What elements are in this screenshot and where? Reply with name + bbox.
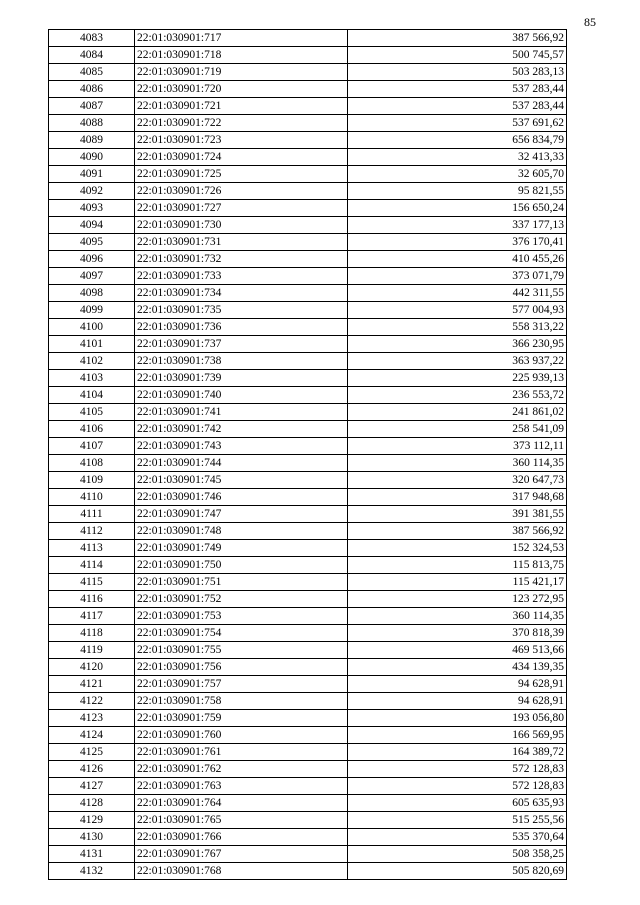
table-row [49, 761, 567, 778]
cadastral-value-cell: 32 605,70 [348, 166, 567, 183]
row-number-cell: 4113 [49, 540, 135, 557]
cadastral-value-cell: 95 821,55 [348, 183, 567, 200]
cadastral-number-cell: 22:01:030901:719 [135, 64, 348, 81]
cadastral-value-cell: 505 820,69 [348, 863, 567, 880]
table-row [49, 489, 567, 506]
table-row [49, 319, 567, 336]
table-row [49, 234, 567, 251]
cadastral-number-cell: 22:01:030901:724 [135, 149, 348, 166]
table-row [49, 795, 567, 812]
cadastral-value-cell: 123 272,95 [348, 591, 567, 608]
table-row [49, 523, 567, 540]
cadastral-number-cell: 22:01:030901:718 [135, 47, 348, 64]
cadastral-value-cell: 236 553,72 [348, 387, 567, 404]
cadastral-number-cell: 22:01:030901:723 [135, 132, 348, 149]
table-row [49, 846, 567, 863]
row-number-cell: 4125 [49, 744, 135, 761]
cadastral-number-cell: 22:01:030901:752 [135, 591, 348, 608]
row-number-cell: 4110 [49, 489, 135, 506]
table-row [49, 404, 567, 421]
table-row [49, 336, 567, 353]
table-row [49, 98, 567, 115]
row-number-cell: 4107 [49, 438, 135, 455]
cadastral-number-cell: 22:01:030901:762 [135, 761, 348, 778]
page-number: 85 [584, 15, 596, 29]
table-row [49, 727, 567, 744]
cadastral-value-cell: 537 283,44 [348, 98, 567, 115]
table-row [49, 506, 567, 523]
cadastral-number-cell: 22:01:030901:731 [135, 234, 348, 251]
table-row [49, 863, 567, 880]
table-row [49, 625, 567, 642]
table-row [49, 455, 567, 472]
cadastral-number-cell: 22:01:030901:743 [135, 438, 348, 455]
row-number-cell: 4132 [49, 863, 135, 880]
row-number-cell: 4118 [49, 625, 135, 642]
table-row [49, 778, 567, 795]
cadastral-number-cell: 22:01:030901:734 [135, 285, 348, 302]
row-number-cell: 4129 [49, 812, 135, 829]
row-number-cell: 4120 [49, 659, 135, 676]
row-number-cell: 4101 [49, 336, 135, 353]
row-number-cell: 4117 [49, 608, 135, 625]
table-row [49, 285, 567, 302]
cadastral-value-cell: 558 313,22 [348, 319, 567, 336]
cadastral-value-cell: 656 834,79 [348, 132, 567, 149]
row-number-cell: 4083 [49, 30, 135, 47]
row-number-cell: 4103 [49, 370, 135, 387]
row-number-cell: 4115 [49, 574, 135, 591]
cadastral-number-cell: 22:01:030901:735 [135, 302, 348, 319]
cadastral-number-cell: 22:01:030901:732 [135, 251, 348, 268]
cadastral-value-cell: 373 112,11 [348, 438, 567, 455]
row-number-cell: 4085 [49, 64, 135, 81]
table-row [49, 676, 567, 693]
cadastral-value-cell: 537 283,44 [348, 81, 567, 98]
row-number-cell: 4102 [49, 353, 135, 370]
table-row [49, 438, 567, 455]
cadastral-number-cell: 22:01:030901:759 [135, 710, 348, 727]
table-row [49, 268, 567, 285]
table-row [49, 693, 567, 710]
cadastral-value-cell: 94 628,91 [348, 693, 567, 710]
cadastral-value-cell: 387 566,92 [348, 523, 567, 540]
table-row [49, 302, 567, 319]
cadastral-value-cell: 577 004,93 [348, 302, 567, 319]
row-number-cell: 4098 [49, 285, 135, 302]
cadastral-value-cell: 317 948,68 [348, 489, 567, 506]
cadastral-value-cell: 508 358,25 [348, 846, 567, 863]
cadastral-number-cell: 22:01:030901:758 [135, 693, 348, 710]
row-number-cell: 4116 [49, 591, 135, 608]
cadastral-number-cell: 22:01:030901:757 [135, 676, 348, 693]
cadastral-number-cell: 22:01:030901:721 [135, 98, 348, 115]
cadastral-value-cell: 320 647,73 [348, 472, 567, 489]
cadastral-number-cell: 22:01:030901:733 [135, 268, 348, 285]
cadastral-value-cell: 572 128,83 [348, 761, 567, 778]
row-number-cell: 4099 [49, 302, 135, 319]
cadastral-value-cell: 366 230,95 [348, 336, 567, 353]
cadastral-number-cell: 22:01:030901:748 [135, 523, 348, 540]
cadastral-number-cell: 22:01:030901:738 [135, 353, 348, 370]
cadastral-number-cell: 22:01:030901:763 [135, 778, 348, 795]
cadastral-number-cell: 22:01:030901:741 [135, 404, 348, 421]
row-number-cell: 4090 [49, 149, 135, 166]
table-row [49, 251, 567, 268]
cadastral-number-cell: 22:01:030901:756 [135, 659, 348, 676]
row-number-cell: 4086 [49, 81, 135, 98]
table-row [49, 115, 567, 132]
table-row [49, 710, 567, 727]
cadastral-value-cell: 225 939,13 [348, 370, 567, 387]
cadastral-value-cell: 387 566,92 [348, 30, 567, 47]
table-row [49, 659, 567, 676]
table-row [49, 642, 567, 659]
cadastral-number-cell: 22:01:030901:746 [135, 489, 348, 506]
row-number-cell: 4124 [49, 727, 135, 744]
cadastral-number-cell: 22:01:030901:737 [135, 336, 348, 353]
cadastral-number-cell: 22:01:030901:751 [135, 574, 348, 591]
table-body [49, 30, 567, 880]
cadastral-value-cell: 115 421,17 [348, 574, 567, 591]
cadastral-number-cell: 22:01:030901:760 [135, 727, 348, 744]
row-number-cell: 4089 [49, 132, 135, 149]
table-row [49, 81, 567, 98]
row-number-cell: 4119 [49, 642, 135, 659]
row-number-cell: 4127 [49, 778, 135, 795]
cadastral-value-cell: 363 937,22 [348, 353, 567, 370]
row-number-cell: 4094 [49, 217, 135, 234]
cadastral-value-cell: 164 389,72 [348, 744, 567, 761]
cadastral-value-cell: 360 114,35 [348, 455, 567, 472]
cadastral-value-cell: 572 128,83 [348, 778, 567, 795]
row-number-cell: 4088 [49, 115, 135, 132]
cadastral-number-cell: 22:01:030901:725 [135, 166, 348, 183]
row-number-cell: 4123 [49, 710, 135, 727]
cadastral-value-cell: 241 861,02 [348, 404, 567, 421]
cadastral-value-cell: 442 311,55 [348, 285, 567, 302]
row-number-cell: 4112 [49, 523, 135, 540]
table-row [49, 200, 567, 217]
row-number-cell: 4126 [49, 761, 135, 778]
cadastral-value-cell: 500 745,57 [348, 47, 567, 64]
cadastral-value-cell: 537 691,62 [348, 115, 567, 132]
table-row [49, 557, 567, 574]
cadastral-value-table [48, 29, 567, 880]
table-row [49, 47, 567, 64]
cadastral-value-cell: 376 170,41 [348, 234, 567, 251]
table-row [49, 387, 567, 404]
cadastral-value-cell: 193 056,80 [348, 710, 567, 727]
row-number-cell: 4100 [49, 319, 135, 336]
row-number-cell: 4091 [49, 166, 135, 183]
cadastral-number-cell: 22:01:030901:765 [135, 812, 348, 829]
row-number-cell: 4108 [49, 455, 135, 472]
cadastral-number-cell: 22:01:030901:761 [135, 744, 348, 761]
cadastral-value-cell: 469 513,66 [348, 642, 567, 659]
cadastral-value-cell: 94 628,91 [348, 676, 567, 693]
cadastral-number-cell: 22:01:030901:742 [135, 421, 348, 438]
cadastral-value-cell: 152 324,53 [348, 540, 567, 557]
row-number-cell: 4114 [49, 557, 135, 574]
cadastral-value-cell: 391 381,55 [348, 506, 567, 523]
row-number-cell: 4095 [49, 234, 135, 251]
cadastral-number-cell: 22:01:030901:745 [135, 472, 348, 489]
row-number-cell: 4122 [49, 693, 135, 710]
table-row [49, 744, 567, 761]
cadastral-number-cell: 22:01:030901:754 [135, 625, 348, 642]
cadastral-value-cell: 156 650,24 [348, 200, 567, 217]
table-row [49, 472, 567, 489]
cadastral-number-cell: 22:01:030901:720 [135, 81, 348, 98]
row-number-cell: 4111 [49, 506, 135, 523]
table-row [49, 540, 567, 557]
cadastral-number-cell: 22:01:030901:722 [135, 115, 348, 132]
cadastral-number-cell: 22:01:030901:730 [135, 217, 348, 234]
table-row [49, 64, 567, 81]
row-number-cell: 4109 [49, 472, 135, 489]
cadastral-value-cell: 515 255,56 [348, 812, 567, 829]
cadastral-number-cell: 22:01:030901:767 [135, 846, 348, 863]
table-row [49, 183, 567, 200]
row-number-cell: 4097 [49, 268, 135, 285]
cadastral-number-cell: 22:01:030901:755 [135, 642, 348, 659]
row-number-cell: 4096 [49, 251, 135, 268]
row-number-cell: 4130 [49, 829, 135, 846]
cadastral-value-cell: 605 635,93 [348, 795, 567, 812]
table-row [49, 166, 567, 183]
table-row [49, 370, 567, 387]
row-number-cell: 4106 [49, 421, 135, 438]
cadastral-number-cell: 22:01:030901:744 [135, 455, 348, 472]
cadastral-value-cell: 410 455,26 [348, 251, 567, 268]
row-number-cell: 4092 [49, 183, 135, 200]
cadastral-number-cell: 22:01:030901:740 [135, 387, 348, 404]
row-number-cell: 4105 [49, 404, 135, 421]
table-row [49, 217, 567, 234]
cadastral-number-cell: 22:01:030901:768 [135, 863, 348, 880]
table-row [49, 812, 567, 829]
cadastral-value-cell: 115 813,75 [348, 557, 567, 574]
cadastral-value-cell: 373 071,79 [348, 268, 567, 285]
cadastral-number-cell: 22:01:030901:726 [135, 183, 348, 200]
row-number-cell: 4131 [49, 846, 135, 863]
table-row [49, 30, 567, 47]
table-row [49, 829, 567, 846]
table-row [49, 608, 567, 625]
table-row [49, 132, 567, 149]
cadastral-number-cell: 22:01:030901:750 [135, 557, 348, 574]
cadastral-value-cell: 503 283,13 [348, 64, 567, 81]
cadastral-value-cell: 434 139,35 [348, 659, 567, 676]
cadastral-value-cell: 535 370,64 [348, 829, 567, 846]
cadastral-number-cell: 22:01:030901:753 [135, 608, 348, 625]
cadastral-number-cell: 22:01:030901:764 [135, 795, 348, 812]
row-number-cell: 4087 [49, 98, 135, 115]
cadastral-number-cell: 22:01:030901:727 [135, 200, 348, 217]
cadastral-value-cell: 32 413,33 [348, 149, 567, 166]
cadastral-number-cell: 22:01:030901:736 [135, 319, 348, 336]
table-row [49, 149, 567, 166]
table-row [49, 421, 567, 438]
cadastral-number-cell: 22:01:030901:766 [135, 829, 348, 846]
cadastral-value-cell: 258 541,09 [348, 421, 567, 438]
table-row [49, 591, 567, 608]
cadastral-number-cell: 22:01:030901:739 [135, 370, 348, 387]
cadastral-number-cell: 22:01:030901:749 [135, 540, 348, 557]
cadastral-number-cell: 22:01:030901:747 [135, 506, 348, 523]
cadastral-value-cell: 360 114,35 [348, 608, 567, 625]
row-number-cell: 4093 [49, 200, 135, 217]
cadastral-value-cell: 370 818,39 [348, 625, 567, 642]
row-number-cell: 4084 [49, 47, 135, 64]
cadastral-number-cell: 22:01:030901:717 [135, 30, 348, 47]
table-row [49, 574, 567, 591]
row-number-cell: 4128 [49, 795, 135, 812]
table-row [49, 353, 567, 370]
cadastral-value-cell: 166 569,95 [348, 727, 567, 744]
row-number-cell: 4104 [49, 387, 135, 404]
row-number-cell: 4121 [49, 676, 135, 693]
cadastral-value-cell: 337 177,13 [348, 217, 567, 234]
